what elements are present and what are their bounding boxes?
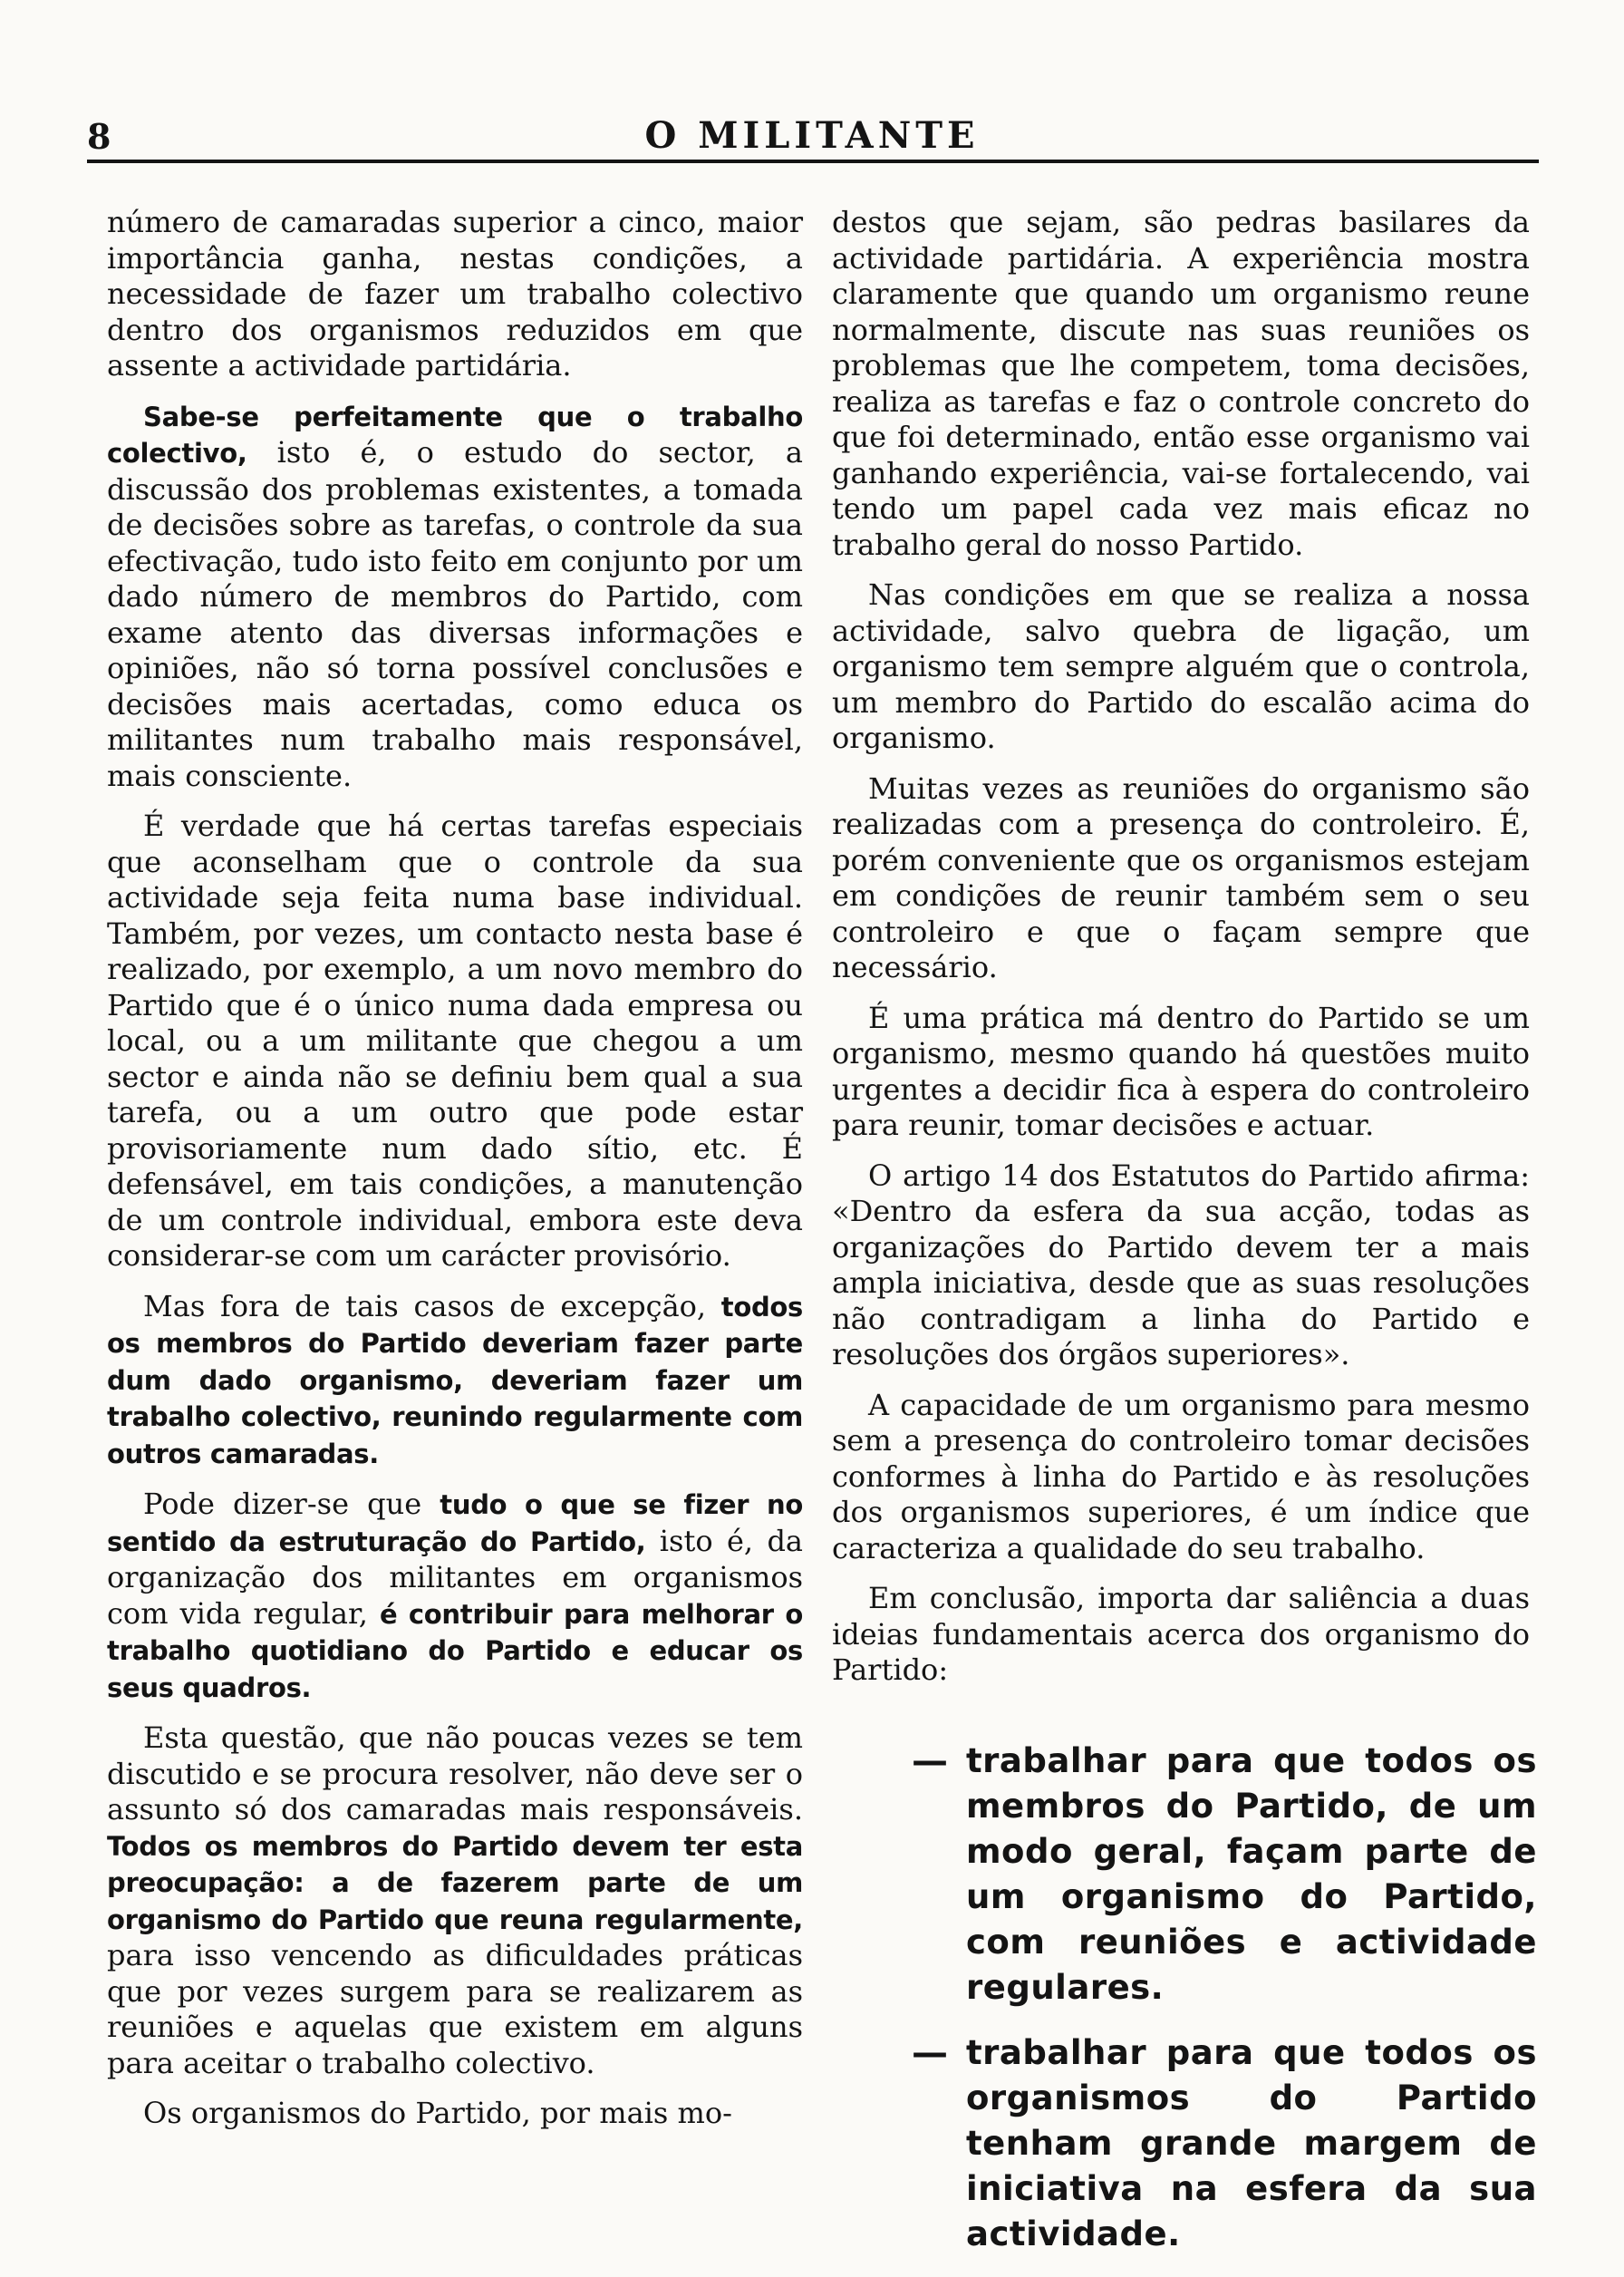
dash-marker: — [912,1740,948,1782]
paragraph: É verdade que há certas tarefas especiais que aconselham que o controle da sua actividade seja feita numa base individual. Também, por vezes, um contacto nesta base é realizado, por exemplo, a um novo membro do Partido que é o único numa dada empresa ou local, ou a um militante que chegou a um sector e ainda não se definiu bem qual a sua tarefa, ou a um outro que pode estar provisoriamente num dado sítio, etc. É defensável, em tais condições, a manutenção de um controle individual, embora este deva considerar-se com um carácter provisório. [107,809,803,1273]
text: Esta questão, que não poucas vezes se tem discutido e se procura resolver, não deve ser o assunto só dos camaradas mais responsáveis. [107,1720,803,1826]
page-number: 8 [87,116,111,157]
emphasis: Sabe-se perfeitamente que o trabalho colectivo, [107,401,803,469]
paragraph [107,1289,803,1473]
paragraph: destos que sejam, são pedras basilares da actividade partidária. A experiência mostra claramente que quando um organismo reune normalmente, discute nas suas reuniões os problemas que lhe competem, toma decisões, realiza as tarefas e faz o controle concreto do que foi determinado, então esse organismo vai ganhando experiência, vai-se fortalecendo, vai tendo um papel cada vez mais eficaz no trabalho geral do nosso Partido. [832,205,1530,562]
paragraph: Em conclusão, importa dar saliência a duas ideias fundamentais acerca dos organismo do Partido: [832,1581,1530,1687]
conclusion-list [912,1739,1537,2277]
paragraph: O artigo 14 dos Estatutos do Partido afirma: «Dentro da esfera da sua acção, todas as organizações do Partido devem ter a mais ampla iniciativa, desde que as suas resoluções não contradigam a linha do Partido e resoluções dos órgãos superiores». [832,1158,1530,1371]
paragraph: Os organismos do Partido, por mais mo- [143,2096,732,2130]
paragraph: Muitas vezes as reuniões do organismo são realizadas com a presença do controleiro. É, porém conveniente que os organismos estejam em condições de reunir também sem o seu controleiro e que o façam sempre que necessário. [832,770,1530,984]
text: isto é, o estudo do sector, a discussão dos problemas existentes, a tomada de decisões sobre as tarefas, o controle da sua efectivação, tudo isto feito em conjunto por um dado número de membros do Partido, com exame atento das diversas informações e opiniões, não só torna possível conclusões e decisões mais acertadas, como educa os militantes num trabalho mais responsável, mais consciente. [107,435,804,793]
emphasis: tudo o que se fizer no sentido da estruturação do Partido, [107,1489,803,1557]
paragraph [107,1720,803,2081]
paragraph [107,399,803,795]
paragraph: número de camaradas superior a cinco, maior importância ganha, nestas condições, a necessidade de fazer um trabalho colectivo dentro dos organismos reduzidos em que assente a actividade partidária. [107,205,803,383]
list-item-text: trabalhar para que todos os organismos do Partido tenham grande margem de iniciativa na esfera da sua actividade. [966,2033,1537,2253]
text: para isso vencendo as dificuldades práticas que por vezes surgem para se realizarem as reuniões e aquelas que existem em alguns para aceitar o trabalho colectivo. [107,1938,803,2080]
page-header [87,111,1537,165]
paragraph: A capacidade de um organismo para mesmo sem a presença do controleiro tomar decisões conformes à linha do Partido e às resoluções dos organismos superiores, é um índice que caracteriza a qualidade do seu trabalho. [832,1387,1530,1565]
paragraph [107,1487,803,1706]
text: Pode dizer-se que [143,1487,422,1521]
text: Mas fora de tais casos de excepção, [143,1288,707,1323]
emphasis: é contribuir para melhorar o trabalho quotidiano do Partido e educar os seus quadros. [107,1598,804,1703]
right-column [832,205,1530,1703]
paragraph: É uma prática má dentro do Partido se um organismo, mesmo quando há questões muito urgentes a decidir fica à espera do controleiro para reunir, tomar decisões e actuar. [832,1000,1530,1142]
left-column [107,205,803,2146]
paragraph: Nas condições em que se realiza a nossa actividade, salvo quebra de ligação, um organismo tem sempre alguém que o controla, um membro do Partido do escalão acima do organismo. [832,577,1530,755]
emphasis: Todos os membros do Partido devem ter esta preocupação: a de fazerem parte de um organismo do Partido que reuna regularmente, [107,1830,803,1935]
text: isto é, da organização dos militantes em organismos com vida regular, [107,1523,803,1631]
list-item-text: trabalhar para que todos os membros do Partido, de um modo geral, façam parte de um organismo do Partido, com reuniões e actividade regulares. [966,1741,1537,2007]
list-item [912,1739,1537,2011]
dash-marker: — [912,2032,948,2074]
list-item [912,2030,1537,2257]
journal-title: O MILITANTE [644,114,980,157]
header-rule [87,160,1539,163]
emphasis: todos os membros do Partido deveriam fazer parte dum dado organismo, deveriam fazer um trabalho colectivo, reunindo regularmente com outros camaradas. [107,1291,803,1469]
